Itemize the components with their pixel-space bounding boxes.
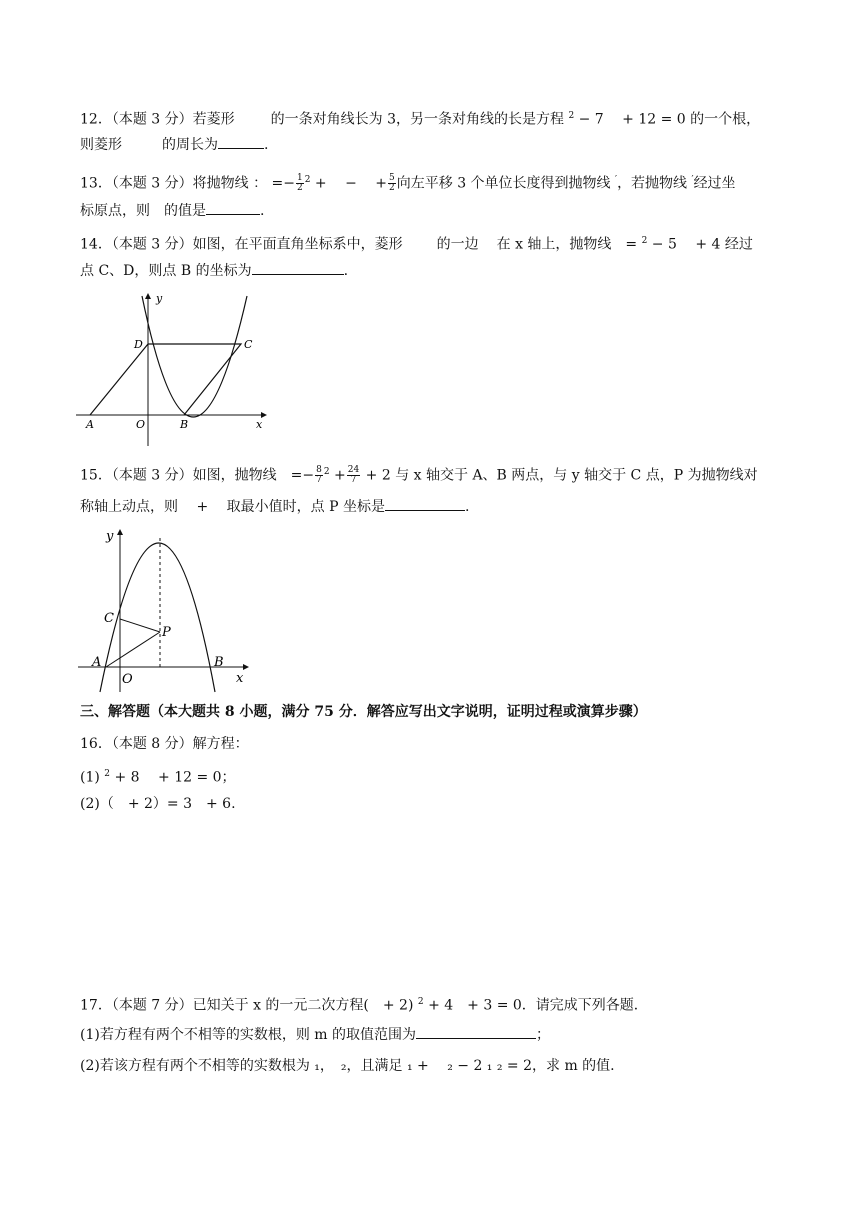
q17-answer-blank[interactable]	[416, 1024, 536, 1039]
q14-text-a: 14．（本题 3 分）如图，在平面直角坐标系中，菱形	[80, 236, 403, 253]
q15-line1	[80, 462, 758, 486]
q17-line2	[80, 1024, 550, 1045]
q14-period: .	[343, 263, 349, 279]
q15-line2	[80, 496, 469, 517]
q13-answer-blank[interactable]	[206, 200, 260, 215]
q16-part1	[80, 764, 236, 788]
q15-text-a: 15．（本题 3 分）如图，抛物线 =−	[80, 467, 315, 484]
q13-eq: =−	[271, 175, 295, 192]
q14-label-x: x	[256, 418, 263, 431]
q17-text-a: 17．（本题 7 分）已知关于 x 的一元二次方程( + 2)	[80, 997, 414, 1014]
q17-semicolon: ；	[536, 1027, 551, 1043]
q14-line1	[80, 231, 753, 255]
q13-sup: 2	[304, 175, 311, 185]
q12-text-c: − 7 + 12 = 0 的一个根，	[578, 111, 761, 128]
q17-sup: 2	[417, 997, 424, 1007]
q13-text-e: 经过坐	[693, 175, 736, 192]
q17-text-c: (1)若方程有两个不相等的实数根，则 m 的取值范围为	[80, 1027, 417, 1043]
q13-text-b: + − +	[314, 175, 388, 192]
q15-label-A: A	[92, 655, 102, 670]
q15-label-y: y	[106, 529, 114, 544]
q17-line3: (2)若该方程有两个不相等的实数根为 ₁， ₂，且满足 ₁ + ₂ − 2 ₁ ₂ = 2，求 m 的值.	[80, 1058, 615, 1074]
q12-text-e: 的周长为	[162, 137, 218, 153]
q15-segment-AP	[106, 632, 160, 667]
q13-prime2: ′	[691, 175, 694, 185]
q15-frac1: $\frac{8}{7}$	[316, 465, 322, 486]
q13-text-c: 向左平移 3 个单位长度得到抛物线	[396, 175, 611, 192]
q14-text-c: 在 x 轴上，抛物线 =	[496, 236, 638, 253]
q14-text-e: 点 C、D，则点 B 的坐标为	[80, 263, 252, 279]
q12-text-b: 的一条对角线长为 3，另一条对角线的长是方程	[270, 111, 564, 128]
q16-part1-sup: 2	[104, 769, 111, 779]
q13-text-f: 标原点，则 的值是	[80, 203, 206, 219]
q13-line1	[80, 170, 736, 194]
q13-period: .	[260, 203, 265, 219]
q15-figure	[76, 524, 256, 694]
q12-sup: 2	[568, 111, 575, 121]
q15-sup: 2	[323, 467, 330, 477]
q12-line1	[80, 106, 760, 130]
q17-text-b: + 4 + 3 = 0．请完成下列各题．	[428, 997, 648, 1014]
q15-period: .	[464, 499, 470, 515]
q14-label-A: A	[86, 418, 94, 431]
q14-label-O: O	[136, 418, 146, 431]
q13-text-d: ，若抛物线	[617, 175, 688, 192]
q16-part2: (2)（ + 2）= 3 + 6.	[80, 796, 236, 812]
q14-line2	[80, 260, 348, 281]
q13-frac2: $\frac{5}{2}$	[389, 173, 395, 194]
q15-label-P: P	[162, 625, 171, 640]
q15-label-O: O	[122, 672, 133, 687]
q14-label-y: y	[156, 292, 163, 305]
q14-answer-blank[interactable]	[252, 260, 344, 275]
q14-text-d: − 5 + 4 经过	[651, 236, 753, 253]
q13-line2	[80, 200, 264, 221]
q15-label-C: C	[104, 611, 114, 626]
q13-text-a: 13．（本题 3 分）将抛物线 ：	[80, 175, 268, 192]
q12-text-a: 12．（本题 3 分）若菱形	[80, 111, 235, 128]
q15-text-d: 称轴上动点，则 + 取最小值时，点 P 坐标是	[80, 499, 385, 515]
q15-text-c: + 2 与 x 轴交于 A、B 两点，与 y 轴交于 C 点，P 为抛物线对	[365, 467, 758, 484]
q14-text-b: 的一边	[436, 236, 479, 253]
q14-label-C: C	[244, 338, 253, 351]
q12-line2	[80, 134, 268, 155]
q17-line1	[80, 992, 648, 1016]
q16-title: 16．（本题 8 分）解方程：	[80, 736, 249, 752]
q14-label-D: D	[134, 338, 143, 351]
q14-label-B: B	[180, 418, 189, 431]
q12-answer-blank[interactable]	[218, 134, 264, 149]
q16-part1-label: (1)	[80, 769, 100, 786]
q12-period: .	[264, 137, 269, 153]
q15-frac2: $\frac{24}{7}$	[347, 465, 360, 486]
q15-segment-CP	[120, 619, 160, 632]
q14-rhombus	[90, 344, 241, 415]
q12-text-d: 则菱形	[80, 137, 122, 153]
q15-parabola	[100, 543, 215, 692]
section3-heading: 三、解答题（本大题共 8 小题，满分 75 分．解答应写出文字说明，证明过程或演算步骤）	[80, 704, 647, 720]
q15-text-b: +	[334, 467, 346, 484]
q15-label-x: x	[236, 671, 244, 686]
q14-figure	[70, 288, 280, 450]
q13-frac1: $\frac{1}{2}$	[297, 173, 303, 194]
q15-answer-blank[interactable]	[385, 496, 465, 511]
q14-sup: 2	[641, 236, 648, 246]
q15-label-B: B	[214, 655, 224, 670]
q16-part1-eq: + 8 + 12 = 0；	[114, 769, 236, 786]
q13-prime1: ′	[615, 175, 618, 185]
q14-parabola	[142, 296, 247, 417]
